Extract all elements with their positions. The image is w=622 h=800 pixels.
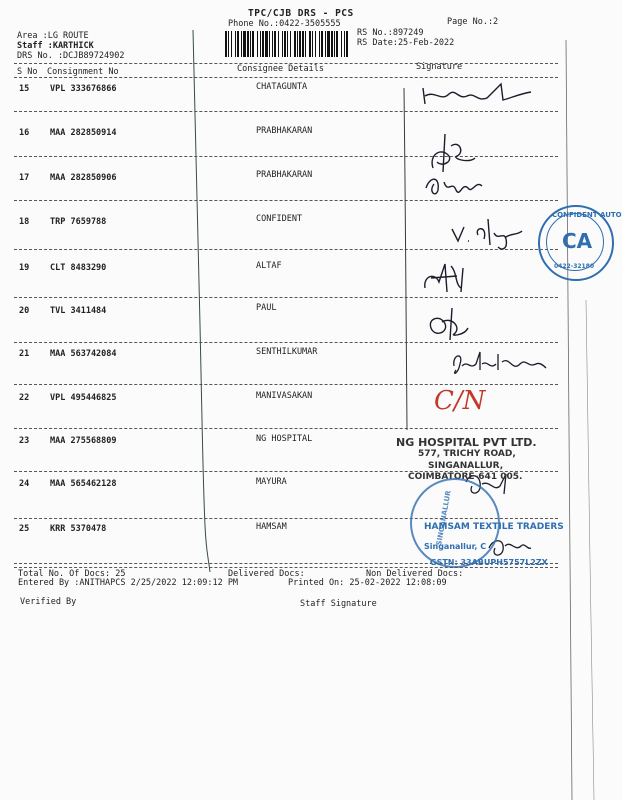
ng-stamp-line4: COIMBATORE-641 005. — [408, 472, 523, 482]
row-consignee: PAUL — [256, 303, 277, 313]
row-consignment: CLT 8483290 — [50, 263, 107, 273]
row-consignment: MAA 565462128 — [50, 479, 117, 489]
footer-rule — [14, 567, 558, 568]
row-consignment: MAA 563742084 — [50, 349, 117, 359]
signature-row-22-cn: C/N — [434, 386, 486, 416]
row-consignee: MANIVASAKAN — [256, 391, 313, 401]
confident-name: CONFIDENT AUTO — [552, 211, 622, 219]
ng-stamp-line3: SINGANALLUR, — [428, 461, 504, 471]
row-consignee: CHATAGUNTA — [256, 82, 308, 92]
row-consignment: TVL 3411484 — [50, 306, 107, 316]
row-sno: 23 — [19, 436, 30, 446]
signature-row-18 — [448, 215, 528, 255]
drs-number: DRS No. :DCJB89724902 — [17, 51, 125, 61]
col-consignment: Consignment No — [47, 67, 119, 77]
confident-auto-stamp — [538, 205, 622, 281]
signature-row-17 — [420, 170, 490, 200]
total-docs: Total No. Of Docs: 25 — [18, 569, 126, 579]
row-sno: 24 — [19, 479, 30, 489]
row-consignee: HAMSAM — [256, 522, 287, 532]
row-consignment: MAA 282850914 — [50, 128, 117, 138]
traders-ring-text: SINGANALLUR — [435, 489, 453, 547]
delivered-docs: Delivered Docs: — [228, 569, 305, 579]
row-sno: 16 — [19, 128, 30, 138]
confident-phone: 0422-32180 — [554, 263, 595, 270]
col-consignee: Consignee Details — [237, 64, 324, 74]
document-title: TPC/CJB DRS - PCS — [248, 8, 354, 19]
traders-line2: Singanallur, C — [424, 542, 487, 551]
row-sno: 21 — [19, 349, 30, 359]
row-consignment: KRR 5370478 — [50, 524, 107, 534]
signature-row-20 — [422, 300, 482, 344]
verified-by: Verified By — [20, 597, 77, 607]
row-consignment: VPL 495446825 — [50, 393, 117, 403]
staff-signature: Staff Signature — [300, 599, 377, 609]
rs-number: RS No.:897249 — [357, 28, 424, 38]
row-sno: 19 — [19, 263, 30, 273]
ng-stamp-line2: 577, TRICHY ROAD, — [418, 449, 516, 459]
row-sno: 25 — [19, 524, 30, 534]
row-sno: 15 — [19, 84, 30, 94]
phone-number: Phone No.:0422-3505555 — [228, 19, 341, 29]
page-number: Page No.:2 — [447, 17, 499, 27]
row-consignment: MAA 275568809 — [50, 436, 117, 446]
entered-by: Entered By :ANITHAPCS 2/25/2022 12:09:12 PM — [18, 578, 239, 588]
ng-stamp-line1: NG HOSPITAL PVT LTD. — [396, 436, 537, 449]
row-consignee: NG HOSPITAL — [256, 434, 313, 444]
row-consignee: PRABHAKARAN — [256, 170, 313, 180]
row-sno: 22 — [19, 393, 30, 403]
staff-label: Staff :KARTHICK — [17, 41, 94, 51]
row-consignment: VPL 333676866 — [50, 84, 117, 94]
signature-row-19 — [417, 258, 477, 298]
row-sno: 17 — [19, 173, 30, 183]
signature-row-21 — [450, 346, 550, 382]
rs-date: RS Date:25-Feb-2022 — [357, 38, 455, 48]
row-consignee: PRABHAKARAN — [256, 126, 313, 136]
signature-row-21-text — [468, 350, 475, 351]
area-label: Area :LG ROUTE — [17, 31, 89, 41]
row-consignee: MAYURA — [256, 477, 287, 487]
traders-line1: HAMSAM TEXTILE TRADERS — [424, 522, 564, 532]
printed-on: Printed On: 25-02-2022 12:08:09 — [288, 578, 447, 588]
row-consignee: CONFIDENT — [256, 214, 303, 224]
row-consignee: SENTHILKUMAR — [256, 347, 318, 357]
row-consignment: MAA 282850906 — [50, 173, 117, 183]
confident-logo: CA — [562, 229, 593, 253]
non-delivered-docs: Non Delivered Docs: — [366, 569, 464, 579]
traders-line3: GSTN: 33ABUPH5757L2ZX — [430, 558, 548, 567]
row-consignee: ALTAF — [256, 261, 282, 271]
row-sno: 20 — [19, 306, 30, 316]
col-signature: Signature — [416, 62, 463, 72]
row-consignment: TRP 7659788 — [50, 217, 107, 227]
signature-row-15 — [415, 80, 545, 112]
row-sno: 18 — [19, 217, 30, 227]
col-sno: S No — [17, 67, 38, 77]
